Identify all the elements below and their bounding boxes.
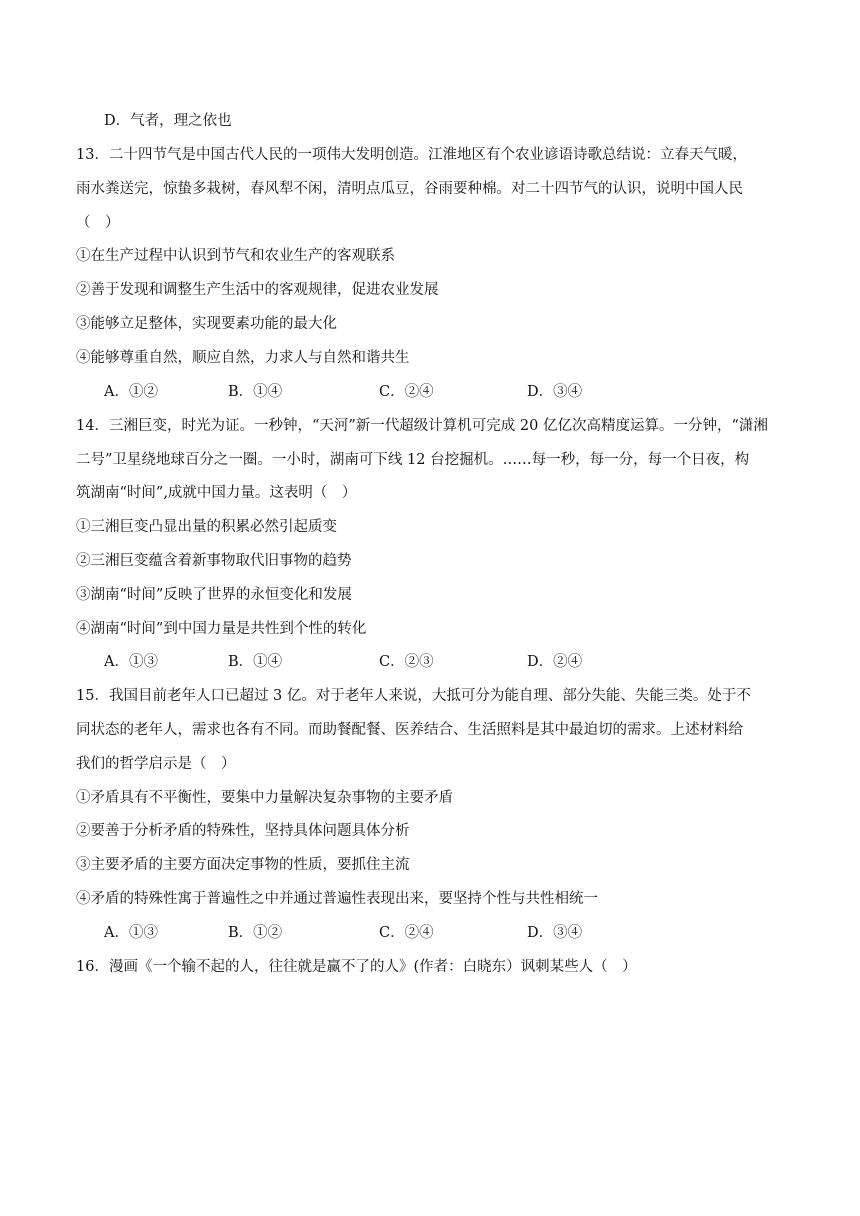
q14-statement-3: ③湖南“时间”反映了世界的永恒变化和发展 [76, 587, 352, 603]
q14-stem-line-2: 二号”卫星绕地球百分之一圈。一小时，湖南可下线 12 台挖掘机。……每一秒，每一分，每一个日夜，构 [76, 452, 750, 468]
q15-statement-4: ④矛盾的特殊性寓于普遍性之中并通过普遍性表现出来，要坚持个性与共性相统一 [76, 891, 598, 907]
q15-statement-2: ②要善于分析矛盾的特殊性，坚持具体问题具体分析 [76, 823, 410, 839]
q13-stem-line-3: （ ） [76, 215, 120, 231]
q14-option-c: C．②③ [379, 654, 434, 670]
q16-stem-line-1: 16．漫画《一个输不起的人，往往就是赢不了的人》(作者：白晓东）讽刺某些人（ ） [76, 959, 637, 975]
q14-stem-line-3: 筑湖南“时间”,成就中国力量。这表明（ ） [76, 485, 357, 501]
q13-stem-line-1: 13．二十四节气是中国古代人民的一项伟大发明创造。江淮地区有个农业谚语诗歌总结说：立春天气暖， [76, 147, 747, 163]
q15-option-d: D．③④ [527, 925, 583, 941]
q13-statement-4: ④能够尊重自然，顺应自然，力求人与自然和谐共生 [76, 350, 410, 366]
q15-stem-line-3: 我们的哲学启示是（ ） [76, 756, 236, 772]
q15-stem-line-2: 同状态的老年人，需求也各有不同。而助餐配餐、医养结合、生活照料是其中最迫切的需求。上述材料给 [76, 722, 743, 738]
q15-stem-line-1: 15．我国目前老年人口已超过 3 亿。对于老年人来说，大抵可分为能自理、部分失能、失能三类。处于不 [76, 688, 751, 704]
q15-statement-3: ③主要矛盾的主要方面决定事物的性质，要抓住主流 [76, 857, 410, 873]
q14-stem-line-1: 14．三湘巨变，时光为证。一秒钟，“天河”新一代超级计算机可完成 20 亿亿次高精度运算。一分钟，“潇湘 [76, 418, 768, 434]
q13-statement-3: ③能够立足整体，实现要素功能的最大化 [76, 316, 337, 332]
q13-statement-1: ①在生产过程中认识到节气和农业生产的客观联系 [76, 248, 395, 264]
q13-stem-line-2: 雨水粪送完，惊蛰多栽树，春风犁不闲，清明点瓜豆，谷雨要种棉。对二十四节气的认识，说明中国人民 [76, 181, 743, 197]
q14-option-b: B．①④ [228, 654, 283, 670]
q13-option-a: A．①② [104, 384, 158, 400]
q14-statement-4: ④湖南“时间”到中国力量是共性到个性的转化 [76, 621, 367, 637]
q14-option-d: D．②④ [527, 654, 583, 670]
q15-option-c: C．②④ [379, 925, 434, 941]
q15-option-b: B．①② [228, 925, 283, 941]
q14-statement-1: ①三湘巨变凸显出量的积累必然引起质变 [76, 519, 337, 535]
q13-statement-2: ②善于发现和调整生产生活中的客观规律，促进农业发展 [76, 282, 439, 298]
q13-option-d: D．③④ [527, 384, 583, 400]
q13-option-c: C．②④ [379, 384, 434, 400]
q15-statement-1: ①矛盾具有不平衡性，要集中力量解决复杂事物的主要矛盾 [76, 790, 453, 806]
q14-statement-2: ②三湘巨变蕴含着新事物取代旧事物的趋势 [76, 553, 352, 569]
prev-question-option-d: D．气者，理之依也 [104, 113, 232, 129]
q14-option-a: A．①③ [104, 654, 158, 670]
q13-option-b: B．①④ [228, 384, 283, 400]
q15-option-a: A．①③ [104, 925, 158, 941]
